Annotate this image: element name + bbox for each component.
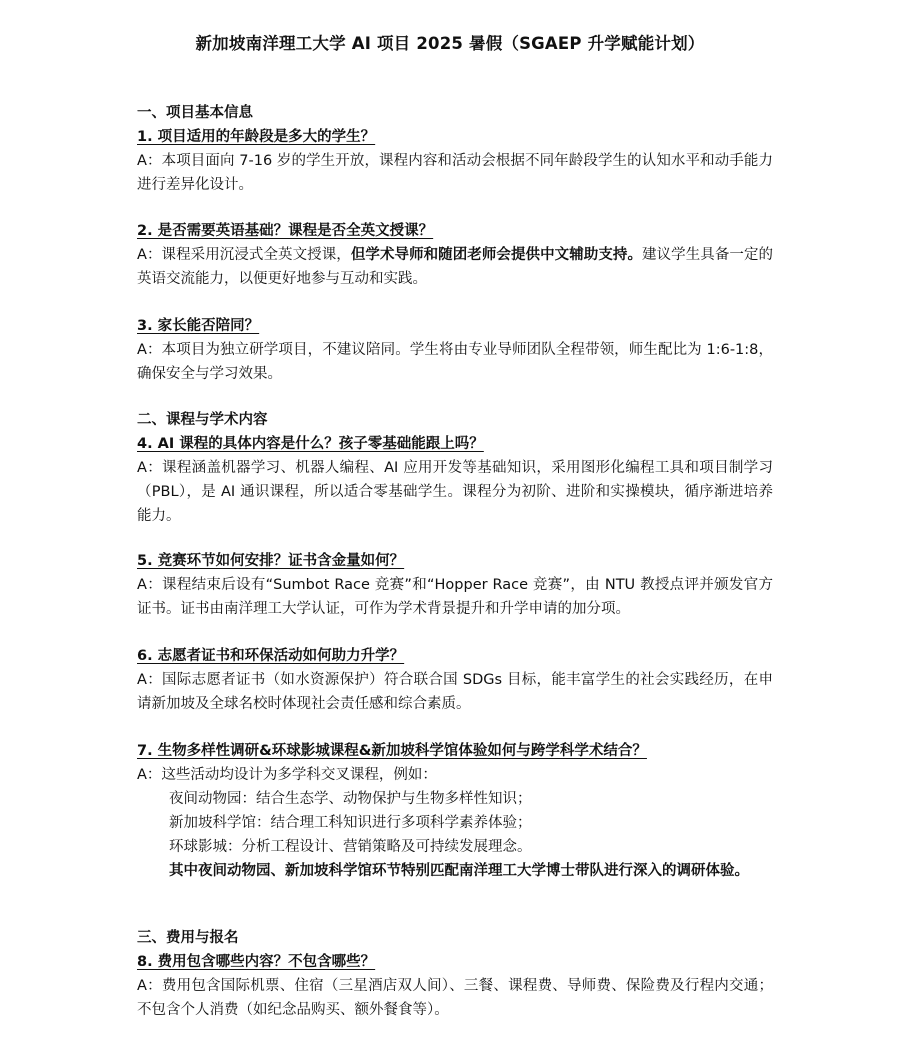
section-basic-info (137, 101, 773, 197)
question-8: 8. 费用包含哪些内容？不包含哪些？ (137, 954, 376, 970)
list-item-universal-studios: 环球影城：分析工程设计、营销策略及可持续发展理念。 (169, 839, 532, 855)
qa-5 (137, 549, 773, 621)
qa-2 (137, 219, 773, 291)
section-heading: 三、费用与报名 (137, 930, 239, 946)
question-5: 5. 竞赛环节如何安排？证书含金量如何？ (137, 553, 405, 569)
section-fees (137, 926, 773, 1022)
question-7: 7. 生物多样性调研&环球影城课程&新加坡科学馆体验如何与跨学科学术结合？ (137, 743, 647, 759)
question-4: 4. AI 课程的具体内容是什么？孩子零基础能跟上吗？ (137, 436, 484, 452)
document-title: 新加坡南洋理工大学 AI 项目 2025 暑假（SGAEP 升学赋能计划） (195, 34, 705, 53)
answer-5: A：课程结束后设有“Sumbot Race 竞赛”和“Hopper Race 竞赛”，由 NTU 教授点评并颁发官方证书。证书由南洋理工大学认证，可作为学术背景提升和升学申请的加分项。 (137, 577, 773, 617)
question-2: 2. 是否需要英语基础？课程是否全英文授课？ (137, 223, 434, 239)
question-1: 1. 项目适用的年龄段是多大的学生？ (137, 129, 376, 145)
answer-1: A：本项目面向 7-16 岁的学生开放，课程内容和活动会根据不同年龄段学生的认知水平和动手能力进行差异化设计。 (137, 153, 773, 193)
answer-4: A：课程涵盖机器学习、机器人编程、AI 应用开发等基础知识，采用图形化编程工具和项目制学习（PBL），是 AI 通识课程，所以适合零基础学生。课程分为初阶、进阶和实操模块，循序渐进培养能力。 (137, 460, 773, 524)
answer-7: A：这些活动均设计为多学科交叉课程，例如： (137, 767, 437, 783)
section-heading: 一、项目基本信息 (137, 105, 253, 121)
question-3: 3. 家长能否陪同？ (137, 318, 260, 334)
bold-note: 其中夜间动物园、新加坡科学馆环节特别匹配南洋理工大学博士带队进行深入的调研体验。 (169, 863, 749, 879)
answer-3: A：本项目为独立研学项目，不建议陪同。学生将由专业导师团队全程带领，师生配比为 1:6-1:8，确保安全与学习效果。 (137, 342, 773, 382)
section-heading: 二、课程与学术内容 (137, 412, 268, 428)
qa-6 (137, 644, 773, 716)
answer-2-part-2: 建议学生具备一定的英语交流能力，以便更好地参与互动和实践。 (137, 247, 774, 287)
section-curriculum (137, 408, 773, 528)
answer-6: A：国际志愿者证书（如水资源保护）符合联合国 SDGs 目标，能丰富学生的社会实践经历，在申请新加坡及全球名校时体现社会责任感和综合素质。 (137, 672, 773, 712)
list-item-night-zoo: 夜间动物园：结合生态学、动物保护与生物多样性知识； (169, 791, 532, 807)
qa-3 (137, 314, 773, 386)
qa-7 (137, 739, 773, 883)
question-6: 6. 志愿者证书和环保活动如何助力升学？ (137, 648, 405, 664)
answer-8: A：费用包含国际机票、住宿（三星酒店双人间）、三餐、课程费、导师费、保险费及行程内交通；不包含个人消费（如纪念品购买、额外餐食等）。 (137, 978, 773, 1018)
answer-2-part-1: A：课程采用沉浸式全英文授课， (137, 247, 351, 263)
answer-2-bold: 但学术导师和随团老师会提供中文辅助支持。 (350, 247, 643, 263)
answer-2 (137, 243, 773, 291)
list-item-science-centre: 新加坡科学馆：结合理工科知识进行多项科学素养体验； (169, 815, 532, 831)
